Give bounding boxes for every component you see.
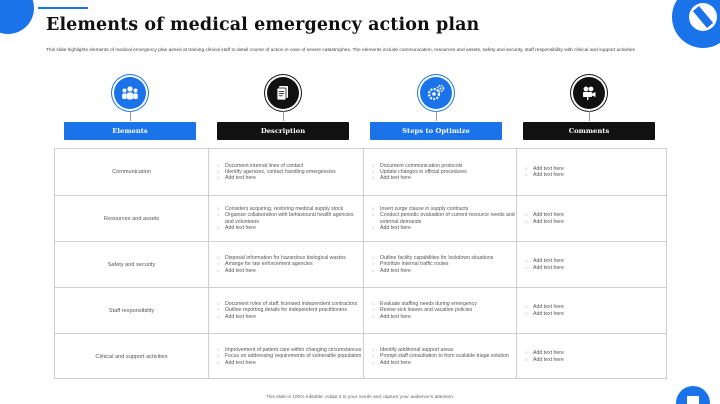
bullet-item: ○ Prompt staff consultation to from scalable triage solution — [372, 353, 509, 359]
bullet-item: ○ Outline facility capabilities for lockdown situations — [372, 255, 493, 261]
connector-line — [283, 111, 284, 121]
bullet-item: ○ Add text here — [372, 314, 477, 320]
video-camera-icon — [573, 77, 605, 109]
steps-cell — [363, 196, 516, 241]
column-header-elements: Elements — [64, 122, 196, 140]
page-subtitle: This slide highlights elements of medical emergency plan aimed at training clinical staff to detail course of action in case of severe catastrophes. The elements include communication, resources and assets, safety and security, staff responsibility with clinical and support activities — [46, 48, 635, 53]
element-name: Communication — [112, 169, 151, 175]
bullet-item: ○ Add text here — [525, 172, 564, 178]
people-group-icon — [114, 77, 146, 109]
bullet-item: ○ Organize collaboration with behavioural health agencies and volunteers — [217, 212, 363, 224]
bullet-item: ○ Arrange for law enforcement agencies — [217, 261, 346, 267]
corner-donut-decoration — [672, 0, 720, 48]
bullet-item: ○ Add text here — [525, 357, 564, 363]
steps-cell — [363, 288, 516, 333]
bullet-item: ○ Add text here — [525, 265, 564, 271]
table-row — [55, 195, 666, 241]
column-header-steps: Steps to Optimize — [370, 122, 502, 140]
bullet-item: ○ Document internal lines of contact — [217, 163, 336, 169]
description-cell — [208, 288, 363, 333]
bullet-item: ○ Document roles of staff, licensed independent contractors — [217, 301, 357, 307]
steps-cell — [363, 242, 516, 287]
bullet-item: ○ Add text here — [525, 258, 564, 264]
bullet-item: ○ Add text here — [372, 225, 516, 231]
comments-cell — [516, 196, 666, 241]
bullet-item: ○ Add text here — [525, 311, 564, 317]
bullet-item: ○ Add text here — [525, 166, 564, 172]
bullet-item: ○ Document communication protocols — [372, 163, 467, 169]
document-icon — [267, 77, 299, 109]
bullet-item: ○ Add text here — [217, 314, 357, 320]
bullet-item: ○ Add text here — [525, 304, 564, 310]
bullet-item: ○ Add text here — [525, 350, 564, 356]
element-name: Staff responsibility — [108, 307, 155, 314]
bullet-item: ○ Add text here — [217, 175, 336, 181]
bullet-item: ○ Disposal information for hazardous biological wastes — [217, 255, 346, 261]
footer-note: This slide is 100% editable. Adapt it to your needs and capture your audience's attention. — [265, 395, 455, 400]
bullet-item: ○ Add text here — [217, 225, 363, 231]
connector-line — [589, 111, 590, 121]
elements-table — [54, 148, 667, 379]
description-cell — [208, 149, 363, 195]
steps-cell — [363, 334, 516, 379]
bullet-item: ○ Prioritize internal traffic routes — [372, 261, 493, 267]
bullet-item: ○ Identify agencies, contact handling emergencies — [217, 169, 336, 175]
table-row — [55, 287, 666, 333]
bullet-item: ○ Add text here — [372, 175, 467, 181]
comments-cell — [516, 334, 666, 379]
description-cell — [208, 196, 363, 241]
bullet-item: ○ Conduct periodic evaluation of current resource needs and external demands — [372, 212, 516, 224]
comments-cell — [516, 242, 666, 287]
bullet-item: ○ Evaluate staffing needs during emergency — [372, 301, 477, 307]
bullet-item: ○ Identify additional support areas — [372, 347, 509, 353]
bullet-item: ○ Improvement of patient care within changing circumstances — [217, 347, 361, 353]
comments-cell — [516, 288, 666, 333]
bullet-item: ○ Add text here — [372, 268, 493, 274]
table-row — [55, 241, 666, 287]
element-name: Resources and assets — [103, 215, 160, 222]
bullet-item: ○ Update changes in official procedures — [372, 169, 467, 175]
element-name: Safety and security — [107, 261, 156, 268]
bullet-item: ○ Outline reporting details for independent practitioners — [217, 307, 357, 313]
comments-cell — [516, 149, 666, 195]
table-row — [55, 149, 666, 195]
table-row — [55, 333, 666, 379]
column-header-description: Description — [217, 122, 349, 140]
bullet-item: ○ Add text here — [217, 360, 361, 366]
bullet-item: ○ Focus on addressing requirements of vulnerable population — [217, 353, 361, 359]
element-name: Clinical and support activities — [95, 353, 168, 360]
bullet-item: ○ Add text here — [525, 212, 564, 218]
bullet-item: ○ Add text here — [372, 360, 509, 366]
connector-line — [436, 111, 437, 121]
column-header-comments: Comments — [523, 122, 655, 140]
bullet-item: ○ Revise sick leaves and vacation policies — [372, 307, 477, 313]
bullet-item: ○ Insert surge clause in supply contracts — [372, 206, 516, 212]
corner-circle-decoration — [0, 0, 34, 34]
description-cell — [208, 242, 363, 287]
steps-cell — [363, 149, 516, 195]
page-title: Elements of medical emergency action plan — [46, 15, 480, 35]
bullet-item: ○ Considers acquiring, restoring medical supply stock — [217, 206, 363, 212]
connector-line — [130, 111, 131, 121]
top-accent-line — [38, 7, 88, 9]
bullet-item: ○ Add text here — [525, 219, 564, 225]
description-cell — [208, 334, 363, 379]
bullet-item: ○ Add text here — [217, 268, 346, 274]
gears-icon — [420, 77, 452, 109]
